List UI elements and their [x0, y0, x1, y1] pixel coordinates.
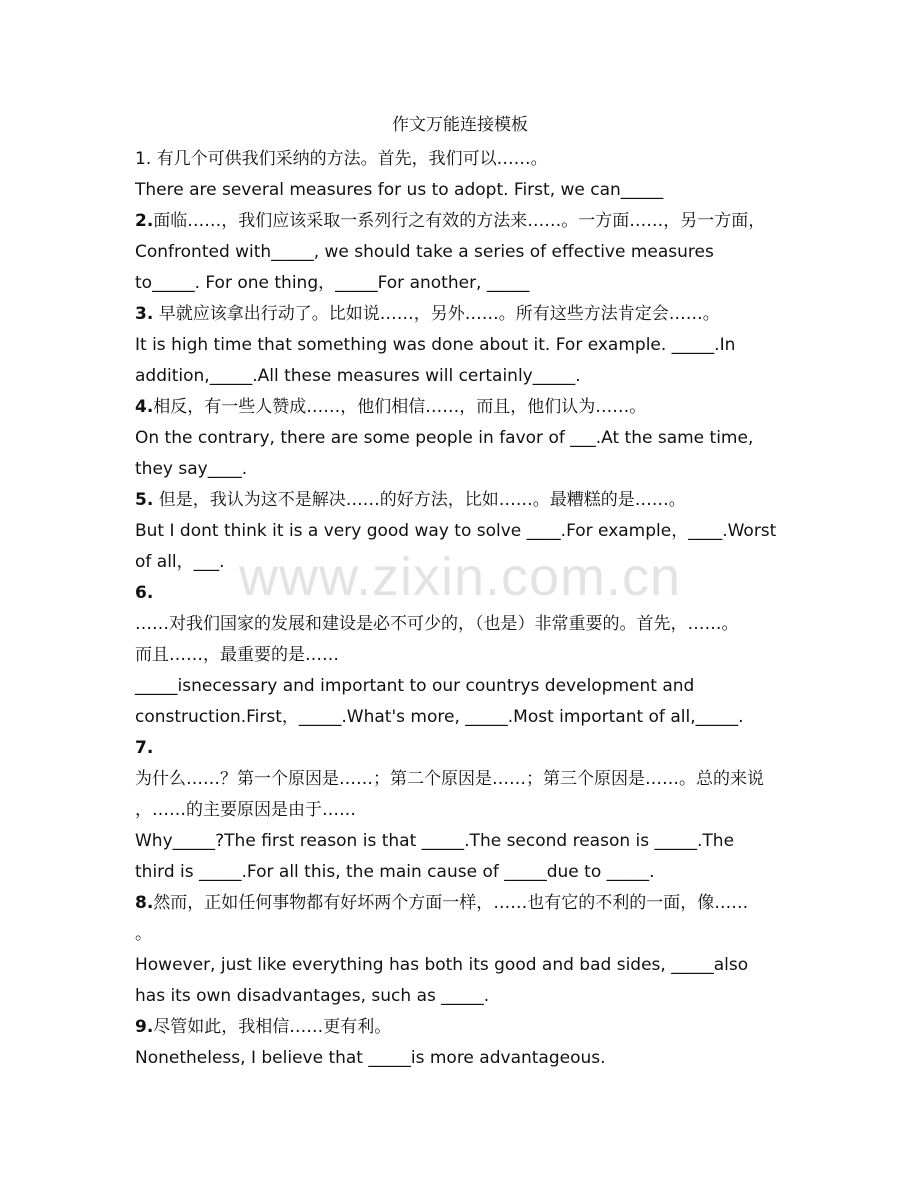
item-5-cn	[135, 485, 790, 516]
item-7-en-line-2: third is _____.For all this, the main cause of _____due to _____.	[135, 862, 655, 882]
item-8-number: 8.	[135, 893, 154, 913]
item-6-cn-line-2: 而且……，最重要的是……	[135, 645, 339, 665]
document-title: 作文万能连接模板	[392, 115, 528, 135]
item-2-cn	[135, 206, 790, 237]
item-5-en-line-2: of all，___.	[135, 552, 225, 572]
item-1-en-line-1: There are several measures for us to adopt. First, we can_____	[135, 180, 664, 200]
item-6-cn-line-1: ……对我们国家的发展和建设是必不可少的，（也是）非常重要的。首先，……。	[135, 614, 739, 634]
item-3-cn-text: 早就应该拿出行动了。比如说……，另外……。所有这些方法肯定会……。	[153, 304, 720, 324]
watermark: www.zixin.com.cn	[238, 547, 682, 607]
item-8-cn-line-2: 。	[135, 924, 152, 944]
item-2-cn-text: 面临……，我们应该采取一系列行之有效的方法来……。一方面……，另一方面，	[153, 211, 766, 231]
item-3-en-line-1: It is high time that something was done about it. For example. _____.In	[135, 335, 736, 355]
item-7-en-line-1: Why_____?The first reason is that _____.The second reason is _____.The	[135, 831, 735, 851]
item-5-number: 5.	[135, 490, 154, 510]
item-8-en-line-1: However, just like everything has both its good and bad sides, _____also	[135, 955, 749, 975]
item-4-number: 4.	[135, 397, 154, 417]
item-6-en-line-1: _____isnecessary and important to our countrys development and	[135, 676, 695, 696]
item-7-cn-line-2: ，……的主要原因是由于……	[135, 800, 356, 820]
item-1-cn-text: 有几个可供我们采纳的方法。首先，我们可以……。	[151, 149, 548, 169]
item-2-number: 2.	[135, 211, 154, 231]
item-6-en-line-2: construction.First，_____.What's more, _____.Most important of all,_____.	[135, 707, 744, 727]
item-3-number: 3.	[135, 304, 154, 324]
item-8-cn	[135, 888, 790, 919]
item-9-en-line-1: Nonetheless, I believe that _____is more advantageous.	[135, 1048, 606, 1068]
item-8-en-line-2: has its own disadvantages, such as _____.	[135, 986, 490, 1006]
item-4-cn-text: 相反，有一些人赞成……，他们相信……，而且，他们认为……。	[153, 397, 647, 417]
item-5-cn-text: 但是，我认为这不是解决……的好方法，比如……。最糟糕的是……。	[153, 490, 686, 510]
item-2-en-line-2: to_____. For one thing，_____For another, _____	[135, 273, 530, 293]
item-9-cn	[135, 1012, 790, 1043]
item-9-cn-text: 尽管如此，我相信……更有利。	[153, 1017, 392, 1037]
item-5-en-line-1: But I dont think it is a very good way to solve ____.For example，____.Worst	[135, 521, 777, 541]
item-3-en-line-2: addition,_____.All these measures will certainly_____.	[135, 366, 581, 386]
item-4-en-line-1: On the contrary, there are some people in favor of ___.At the same time,	[135, 428, 754, 448]
item-4-cn	[135, 392, 790, 423]
item-7-cn-line-1: 为什么……？第一个原因是……；第二个原因是……；第三个原因是……。总的来说	[135, 769, 764, 789]
item-1-number: 1.	[135, 149, 152, 169]
item-2-en-line-1: Confronted with_____, we should take a series of effective measures	[135, 242, 714, 262]
item-7-number: 7.	[135, 738, 154, 758]
item-4-en-line-2: they say____.	[135, 459, 248, 479]
item-3-cn	[135, 299, 790, 330]
item-6-number: 6.	[135, 583, 154, 603]
item-8-cn-text: 然而，正如任何事物都有好坏两个方面一样，……也有它的不利的一面，像……	[153, 893, 749, 913]
document-body	[135, 144, 790, 1074]
item-9-number: 9.	[135, 1017, 154, 1037]
item-1-cn	[135, 144, 790, 175]
